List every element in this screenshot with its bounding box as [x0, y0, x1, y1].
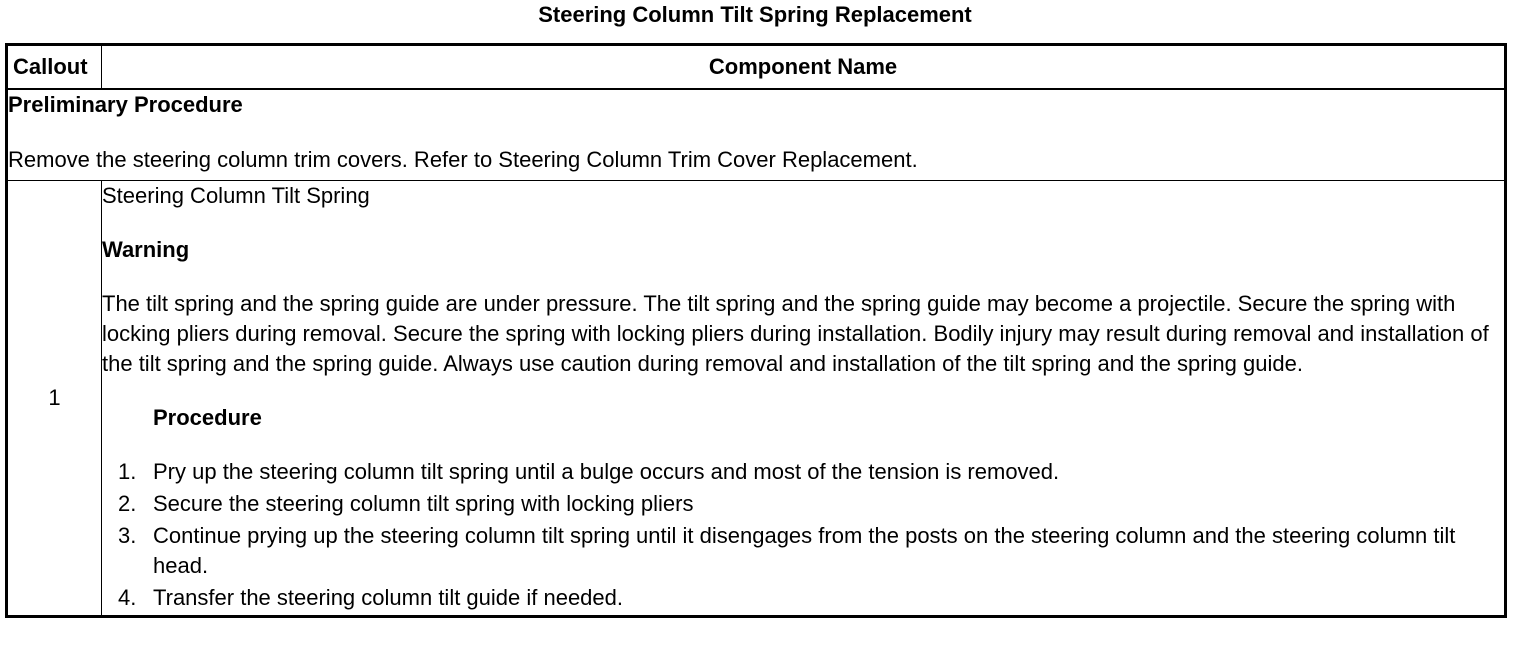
table-header-row — [7, 45, 1506, 90]
preliminary-procedure-row — [7, 89, 1506, 181]
warning-text: The tilt spring and the spring guide are under pressure. The tilt spring and the spring guide may become a projectile. Secure the spring with locking pliers during removal. Secure the spring with locking pliers during installation. Bodily injury may result during removal and installation of the tilt spring and the spring guide. Always use caution during removal and installation of the tilt spring and the spring guide. — [102, 291, 1489, 376]
step-number: 1. — [118, 459, 137, 484]
preliminary-procedure-cell — [7, 89, 1506, 181]
callout-number: 1 — [7, 181, 102, 617]
list-item — [102, 583, 1504, 613]
list-item — [102, 457, 1504, 487]
procedure-steps-list — [102, 457, 1504, 613]
procedure-title: Procedure — [153, 405, 262, 430]
step-text: Continue prying up the steering column tilt spring until it disengages from the posts on the steering column and the steering column tilt head. — [153, 523, 1456, 578]
component-name-column-header: Component Name — [102, 45, 1506, 90]
step-text: Transfer the steering column tilt guide if needed. — [153, 585, 624, 610]
step-number: 4. — [118, 585, 137, 610]
table-row — [7, 181, 1506, 617]
procedure-table — [5, 43, 1507, 618]
step-number: 3. — [118, 523, 137, 548]
callout-column-header: Callout — [7, 45, 102, 90]
page-title: Steering Column Tilt Spring Replacement — [538, 2, 972, 27]
component-name: Steering Column Tilt Spring — [102, 183, 370, 208]
warning-title: Warning — [102, 237, 190, 262]
preliminary-procedure-text: Remove the steering column trim covers. Refer to Steering Column Trim Cover Replacement. — [8, 147, 918, 172]
preliminary-procedure-title: Preliminary Procedure — [8, 92, 243, 117]
list-item — [102, 489, 1504, 519]
list-item — [102, 521, 1504, 581]
step-text: Secure the steering column tilt spring with locking pliers — [153, 491, 694, 516]
component-cell — [102, 181, 1506, 617]
step-text: Pry up the steering column tilt spring until a bulge occurs and most of the tension is removed. — [153, 459, 1060, 484]
step-number: 2. — [118, 491, 137, 516]
